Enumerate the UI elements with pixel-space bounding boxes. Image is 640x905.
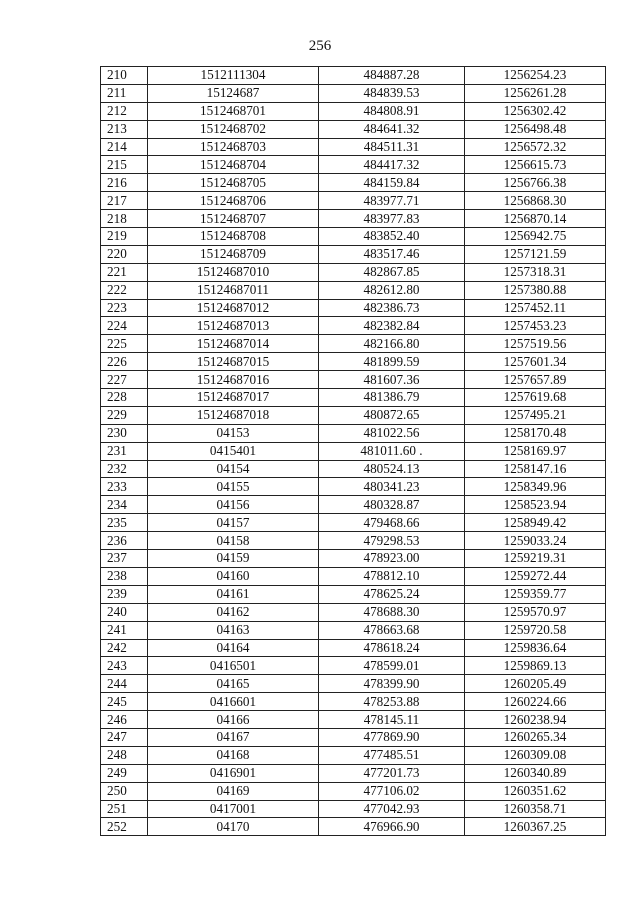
row-number-cell: 214 [101, 138, 148, 156]
table-row [101, 603, 606, 621]
point-id-cell: 1512468706 [148, 192, 319, 210]
point-id-cell: 04161 [148, 585, 319, 603]
y-coordinate-cell: 1260224.66 [465, 693, 606, 711]
y-coordinate-cell: 1256572.32 [465, 138, 606, 156]
table-row [101, 764, 606, 782]
point-id-cell: 1512468707 [148, 210, 319, 228]
point-id-cell: 04164 [148, 639, 319, 657]
y-coordinate-cell: 1256261.28 [465, 84, 606, 102]
y-coordinate-cell: 1260309.08 [465, 746, 606, 764]
table-row [101, 746, 606, 764]
table-row [101, 693, 606, 711]
x-coordinate-cell: 480341.23 [319, 478, 465, 496]
x-coordinate-cell: 481899.59 [319, 353, 465, 371]
x-coordinate-cell: 481386.79 [319, 389, 465, 407]
x-coordinate-cell: 480872.65 [319, 406, 465, 424]
x-coordinate-cell: 480328.87 [319, 496, 465, 514]
point-id-cell: 04157 [148, 514, 319, 532]
x-coordinate-cell: 478399.90 [319, 675, 465, 693]
y-coordinate-cell: 1259570.97 [465, 603, 606, 621]
table-row [101, 263, 606, 281]
row-number-cell: 242 [101, 639, 148, 657]
table-row [101, 67, 606, 85]
row-number-cell: 216 [101, 174, 148, 192]
table-row [101, 138, 606, 156]
row-number-cell: 226 [101, 353, 148, 371]
table-row [101, 371, 606, 389]
y-coordinate-cell: 1260205.49 [465, 675, 606, 693]
row-number-cell: 217 [101, 192, 148, 210]
y-coordinate-cell: 1259219.31 [465, 550, 606, 568]
row-number-cell: 239 [101, 585, 148, 603]
point-id-cell: 1512468709 [148, 245, 319, 263]
row-number-cell: 233 [101, 478, 148, 496]
x-coordinate-cell: 478923.00 [319, 550, 465, 568]
x-coordinate-cell: 483977.83 [319, 210, 465, 228]
point-id-cell: 04163 [148, 621, 319, 639]
x-coordinate-cell: 483517.46 [319, 245, 465, 263]
row-number-cell: 230 [101, 424, 148, 442]
row-number-cell: 246 [101, 711, 148, 729]
table-row [101, 514, 606, 532]
y-coordinate-cell: 1257453.23 [465, 317, 606, 335]
x-coordinate-cell: 484887.28 [319, 67, 465, 85]
point-id-cell: 04169 [148, 782, 319, 800]
y-coordinate-cell: 1257495.21 [465, 406, 606, 424]
table-row [101, 102, 606, 120]
table-row [101, 460, 606, 478]
x-coordinate-cell: 482867.85 [319, 263, 465, 281]
y-coordinate-cell: 1258169.97 [465, 442, 606, 460]
table-row [101, 389, 606, 407]
x-coordinate-cell: 484417.32 [319, 156, 465, 174]
row-number-cell: 223 [101, 299, 148, 317]
y-coordinate-cell: 1260358.71 [465, 800, 606, 818]
point-id-cell: 1512468703 [148, 138, 319, 156]
x-coordinate-cell: 476966.90 [319, 818, 465, 836]
point-id-cell: 04153 [148, 424, 319, 442]
y-coordinate-cell: 1257619.68 [465, 389, 606, 407]
point-id-cell: 0416501 [148, 657, 319, 675]
point-id-cell: 15124687018 [148, 406, 319, 424]
point-id-cell: 04170 [148, 818, 319, 836]
point-id-cell: 15124687013 [148, 317, 319, 335]
point-id-cell: 04160 [148, 567, 319, 585]
row-number-cell: 222 [101, 281, 148, 299]
y-coordinate-cell: 1256302.42 [465, 102, 606, 120]
row-number-cell: 250 [101, 782, 148, 800]
x-coordinate-cell: 484511.31 [319, 138, 465, 156]
row-number-cell: 228 [101, 389, 148, 407]
x-coordinate-cell: 478145.11 [319, 711, 465, 729]
table-row [101, 84, 606, 102]
table-row [101, 782, 606, 800]
row-number-cell: 241 [101, 621, 148, 639]
row-number-cell: 237 [101, 550, 148, 568]
y-coordinate-cell: 1258170.48 [465, 424, 606, 442]
row-number-cell: 245 [101, 693, 148, 711]
row-number-cell: 247 [101, 728, 148, 746]
table-row [101, 281, 606, 299]
table-row [101, 550, 606, 568]
y-coordinate-cell: 1257121.59 [465, 245, 606, 263]
table-row [101, 478, 606, 496]
x-coordinate-cell: 483977.71 [319, 192, 465, 210]
y-coordinate-cell: 1256254.23 [465, 67, 606, 85]
row-number-cell: 229 [101, 406, 148, 424]
table-row [101, 317, 606, 335]
row-number-cell: 212 [101, 102, 148, 120]
coordinates-table [100, 66, 606, 836]
table-row [101, 657, 606, 675]
point-id-cell: 15124687011 [148, 281, 319, 299]
x-coordinate-cell: 479468.66 [319, 514, 465, 532]
point-id-cell: 0415401 [148, 442, 319, 460]
y-coordinate-cell: 1256498.48 [465, 120, 606, 138]
table-row [101, 621, 606, 639]
x-coordinate-cell: 481607.36 [319, 371, 465, 389]
y-coordinate-cell: 1258147.16 [465, 460, 606, 478]
point-id-cell: 1512468702 [148, 120, 319, 138]
x-coordinate-cell: 478253.88 [319, 693, 465, 711]
row-number-cell: 236 [101, 532, 148, 550]
page-number: 256 [308, 38, 332, 54]
row-number-cell: 240 [101, 603, 148, 621]
y-coordinate-cell: 1260265.34 [465, 728, 606, 746]
x-coordinate-cell: 477201.73 [319, 764, 465, 782]
row-number-cell: 221 [101, 263, 148, 281]
y-coordinate-cell: 1258949.42 [465, 514, 606, 532]
y-coordinate-cell: 1258349.96 [465, 478, 606, 496]
point-id-cell: 1512468708 [148, 228, 319, 246]
row-number-cell: 244 [101, 675, 148, 693]
row-number-cell: 252 [101, 818, 148, 836]
point-id-cell: 15124687012 [148, 299, 319, 317]
point-id-cell: 0416601 [148, 693, 319, 711]
row-number-cell: 218 [101, 210, 148, 228]
point-id-cell: 04155 [148, 478, 319, 496]
row-number-cell: 243 [101, 657, 148, 675]
x-coordinate-cell: 484839.53 [319, 84, 465, 102]
table-row [101, 532, 606, 550]
point-id-cell: 1512468705 [148, 174, 319, 192]
table-row [101, 711, 606, 729]
row-number-cell: 249 [101, 764, 148, 782]
table-row [101, 567, 606, 585]
row-number-cell: 224 [101, 317, 148, 335]
point-id-cell: 15124687016 [148, 371, 319, 389]
table-row [101, 120, 606, 138]
x-coordinate-cell: 478663.68 [319, 621, 465, 639]
point-id-cell: 1512468701 [148, 102, 319, 120]
row-number-cell: 211 [101, 84, 148, 102]
x-coordinate-cell: 482386.73 [319, 299, 465, 317]
y-coordinate-cell: 1259869.13 [465, 657, 606, 675]
row-number-cell: 251 [101, 800, 148, 818]
point-id-cell: 04166 [148, 711, 319, 729]
y-coordinate-cell: 1257657.89 [465, 371, 606, 389]
table-row [101, 299, 606, 317]
y-coordinate-cell: 1259033.24 [465, 532, 606, 550]
y-coordinate-cell: 1257519.56 [465, 335, 606, 353]
x-coordinate-cell: 483852.40 [319, 228, 465, 246]
row-number-cell: 213 [101, 120, 148, 138]
point-id-cell: 15124687017 [148, 389, 319, 407]
y-coordinate-cell: 1256870.14 [465, 210, 606, 228]
y-coordinate-cell: 1259359.77 [465, 585, 606, 603]
table-row [101, 442, 606, 460]
x-coordinate-cell: 478618.24 [319, 639, 465, 657]
table-row [101, 245, 606, 263]
row-number-cell: 220 [101, 245, 148, 263]
y-coordinate-cell: 1257318.31 [465, 263, 606, 281]
row-number-cell: 219 [101, 228, 148, 246]
x-coordinate-cell: 478599.01 [319, 657, 465, 675]
table-row [101, 585, 606, 603]
point-id-cell: 04168 [148, 746, 319, 764]
point-id-cell: 04159 [148, 550, 319, 568]
coordinates-table-body [101, 67, 606, 836]
x-coordinate-cell: 477485.51 [319, 746, 465, 764]
x-coordinate-cell: 477106.02 [319, 782, 465, 800]
table-row [101, 818, 606, 836]
x-coordinate-cell: 484808.91 [319, 102, 465, 120]
point-id-cell: 15124687015 [148, 353, 319, 371]
y-coordinate-cell: 1258523.94 [465, 496, 606, 514]
point-id-cell: 15124687014 [148, 335, 319, 353]
x-coordinate-cell: 481022.56 [319, 424, 465, 442]
x-coordinate-cell: 479298.53 [319, 532, 465, 550]
x-coordinate-cell: 484641.32 [319, 120, 465, 138]
x-coordinate-cell: 477869.90 [319, 728, 465, 746]
row-number-cell: 225 [101, 335, 148, 353]
point-id-cell: 04162 [148, 603, 319, 621]
x-coordinate-cell: 482612.80 [319, 281, 465, 299]
table-row [101, 424, 606, 442]
table-row [101, 800, 606, 818]
point-id-cell: 04167 [148, 728, 319, 746]
x-coordinate-cell: 484159.84 [319, 174, 465, 192]
point-id-cell: 1512468704 [148, 156, 319, 174]
table-row [101, 228, 606, 246]
point-id-cell: 1512111304 [148, 67, 319, 85]
point-id-cell: 04165 [148, 675, 319, 693]
point-id-cell: 0417001 [148, 800, 319, 818]
table-row [101, 174, 606, 192]
row-number-cell: 210 [101, 67, 148, 85]
row-number-cell: 235 [101, 514, 148, 532]
x-coordinate-cell: 481011.60 . [319, 442, 465, 460]
y-coordinate-cell: 1257452.11 [465, 299, 606, 317]
y-coordinate-cell: 1260351.62 [465, 782, 606, 800]
point-id-cell: 15124687010 [148, 263, 319, 281]
row-number-cell: 231 [101, 442, 148, 460]
x-coordinate-cell: 482166.80 [319, 335, 465, 353]
y-coordinate-cell: 1257380.88 [465, 281, 606, 299]
y-coordinate-cell: 1256942.75 [465, 228, 606, 246]
x-coordinate-cell: 478688.30 [319, 603, 465, 621]
x-coordinate-cell: 480524.13 [319, 460, 465, 478]
point-id-cell: 15124687 [148, 84, 319, 102]
table-row [101, 210, 606, 228]
x-coordinate-cell: 477042.93 [319, 800, 465, 818]
y-coordinate-cell: 1257601.34 [465, 353, 606, 371]
point-id-cell: 0416901 [148, 764, 319, 782]
table-row [101, 675, 606, 693]
y-coordinate-cell: 1260367.25 [465, 818, 606, 836]
table-row [101, 728, 606, 746]
x-coordinate-cell: 478812.10 [319, 567, 465, 585]
y-coordinate-cell: 1256615.73 [465, 156, 606, 174]
y-coordinate-cell: 1259720.58 [465, 621, 606, 639]
x-coordinate-cell: 478625.24 [319, 585, 465, 603]
row-number-cell: 248 [101, 746, 148, 764]
row-number-cell: 227 [101, 371, 148, 389]
table-row [101, 496, 606, 514]
table-row [101, 192, 606, 210]
point-id-cell: 04154 [148, 460, 319, 478]
y-coordinate-cell: 1256766.38 [465, 174, 606, 192]
y-coordinate-cell: 1259272.44 [465, 567, 606, 585]
point-id-cell: 04156 [148, 496, 319, 514]
table-row [101, 156, 606, 174]
x-coordinate-cell: 482382.84 [319, 317, 465, 335]
y-coordinate-cell: 1260238.94 [465, 711, 606, 729]
table-row [101, 335, 606, 353]
table-row [101, 353, 606, 371]
table-row [101, 639, 606, 657]
row-number-cell: 215 [101, 156, 148, 174]
row-number-cell: 238 [101, 567, 148, 585]
row-number-cell: 234 [101, 496, 148, 514]
y-coordinate-cell: 1256868.30 [465, 192, 606, 210]
table-row [101, 406, 606, 424]
point-id-cell: 04158 [148, 532, 319, 550]
y-coordinate-cell: 1259836.64 [465, 639, 606, 657]
y-coordinate-cell: 1260340.89 [465, 764, 606, 782]
row-number-cell: 232 [101, 460, 148, 478]
